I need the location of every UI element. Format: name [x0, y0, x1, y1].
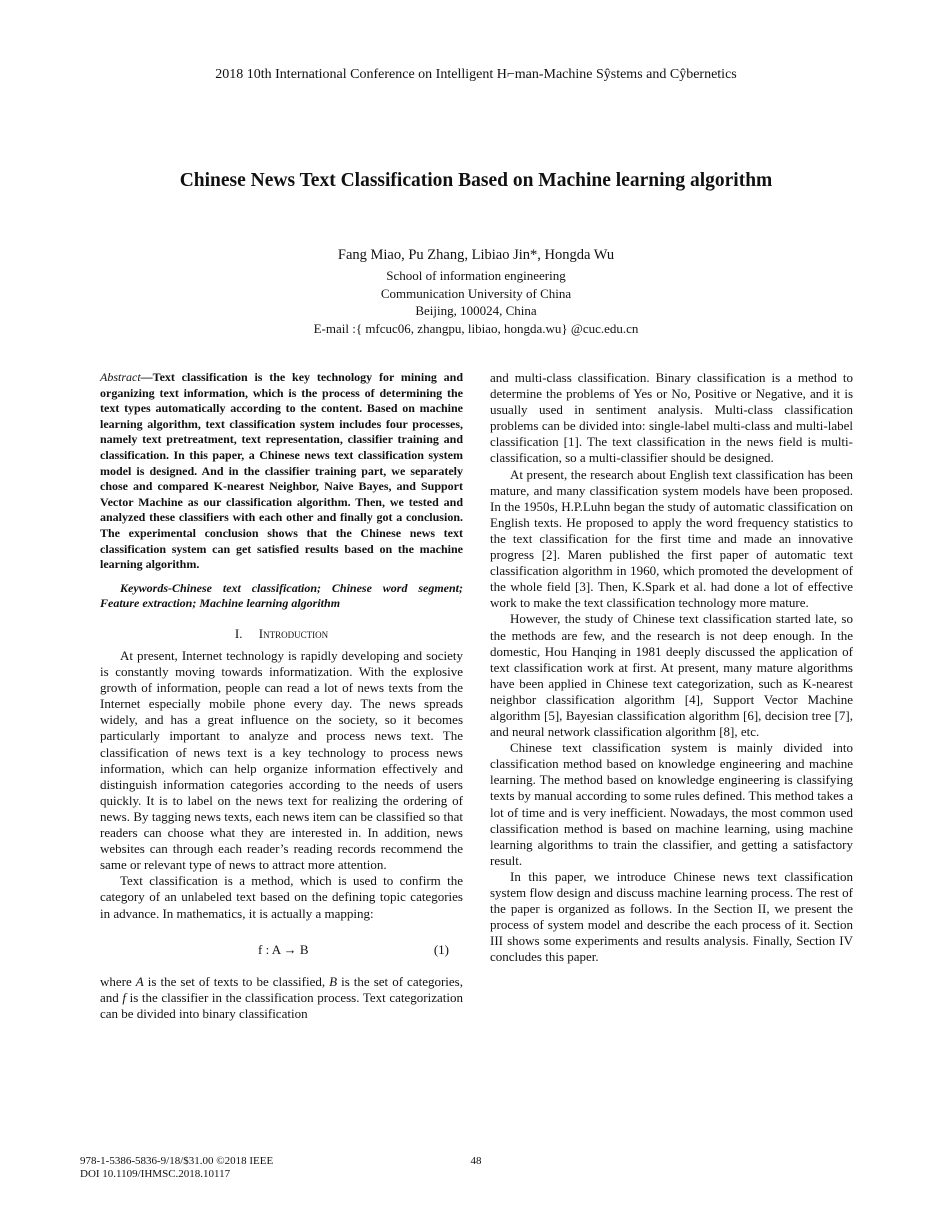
intro-paragraph-2: Text classification is a method, which is used to confirm the category of an unlabeled text based on the defining topic categories in advance. In mathematics, it is actually a mapping: — [100, 873, 463, 921]
footer-isbn: 978-1-5386-5836-9/18/$31.00 ©2018 IEEE — [80, 1155, 274, 1167]
paper-title: Chinese News Text Classification Based on Machine learning algorithm — [179, 170, 773, 191]
affiliation-address: Beijing, 100024, China — [415, 303, 537, 318]
right-paragraph-2: At present, the research about English text classification has been mature, and many classification system models have been proposed. In the 1950s, H.P.Luhn began the study of automatic classification on English texts. He proposed to apply the word frequency statistics to the text classification for the first time and made an innovative progress [2]. Maren published the first paper of automatic text classification algorithm in 1960, which promoted the development of the whole field [3]. Then, K.Spark et al. had done a lot of effective work to make the text classification technology more mature. — [490, 466, 853, 611]
abstract-lead: Abstract — [100, 370, 141, 384]
keywords: Keywords-Chinese text classification; Chinese word segment; Feature extraction; Machine learning algorithm — [100, 580, 463, 611]
section-title: Introduction — [258, 625, 329, 641]
left-column — [100, 370, 463, 1022]
abstract-text: —Text classification is the key technology for mining and organizing text information, which is the process of determining the text types automatically according to the content. Based on machine learning algorithm, text classification system includes four processes, namely text pretreatment, text representation, classifier training and classification. In this paper, a Chinese news text classification system model is designed. And in the classifier training part, we separately chose and compared K-nearest Neighbor, Naive Bayes, and Support Vector Machine as our classification algorithm. Then, we tested and analyzed these classifiers with each other and finally got a conclusion. The experimental conclusion shows that the Chinese news text classification system can get satisfied results based on the machine learning algorithm. — [100, 370, 463, 572]
affiliation-email: E-mail :{ mfcuc06, zhangpu, libiao, hongda.wu} @cuc.edu.cn — [313, 320, 639, 336]
conference-header: 2018 10th International Conference on Intelligent H⌐man-Machine Sŷstems and Cŷbernetics — [215, 67, 737, 82]
affiliation-school: School of information engineering — [386, 268, 566, 283]
affiliation-block — [0, 267, 952, 337]
symbol-f: f — [122, 989, 126, 1005]
intro-paragraph-3 — [100, 974, 463, 1022]
section-number: I. — [234, 625, 243, 641]
section-heading-introduction — [100, 626, 463, 642]
para3-text-c: is the set of categories, and — [100, 973, 463, 1005]
para3-text-b: is the set of texts to be classified, — [143, 973, 330, 989]
symbol-B: B — [329, 973, 338, 989]
right-paragraph-5: In this paper, we introduce Chinese news text classification system flow design and discuss machine learning process. The rest of the paper is organized as follows. In the Section II, we present the process of system model and describe the each process of it. Section III shows some experiments and results analysis. Finally, Section IV concludes this paper. — [490, 868, 853, 965]
intro-paragraph-1: At present, Internet technology is rapidly developing and society is constantly moving towards informatization. With the explosive growth of information, people can read a lot of news texts from the Internet especially mobile phone every day. The news spreads widely, and has a great influence on the society, so it becomes particularly important to analyze and process news text. The classification of news text is a key technology to process news information, which can help organize information effectively and distinguish information categories according to the needs of users quickly. It is to label on the news text for realizing the ordering of news. By tagging news texts, each news item can be classified so that readers can choose what they are interested in. In addition, news websites can through each reader’s reading records recommend the same or relevant type of news to attract more attention. — [100, 648, 463, 873]
equation-expression: f : A → B — [258, 941, 309, 957]
right-paragraph-4: Chinese text classification system is mainly divided into classification method based on knowledge engineering and machine learning. The method based on knowledge engineering is classifying texts by manual according to some rules defined. This method takes a lot of time and is very inefficient. Nowadays, the most common used classification method is based on machine learning, using machine learning algorithms to train the classifier, and getting a satisfactory result. — [490, 740, 853, 868]
para3-text-a: where — [100, 973, 136, 989]
equation-1 — [100, 932, 463, 968]
page-number: 48 — [470, 1155, 482, 1167]
footer-doi: DOI 10.1109/IHMSC.2018.10117 — [80, 1167, 231, 1180]
right-column — [490, 370, 853, 965]
abstract — [100, 370, 463, 573]
equation-number: (1) — [433, 941, 449, 957]
affiliation-university: Communication University of China — [380, 285, 572, 301]
symbol-A: A — [135, 973, 144, 989]
para3-text-d: is the classifier in the classification process. Text categorization can be divided into binary classification — [100, 989, 463, 1021]
author-list: Fang Miao, Pu Zhang, Libiao Jin*, Hongda Wu — [337, 247, 615, 263]
right-paragraph-3: However, the study of Chinese text classification started late, so the methods are few, and the research is not deep enough. In the domestic, Hou Hanqing in 1981 deeply discussed the application of text classification work at first. At present, many mature algorithms have been applied in Chinese text categorization, such as K-nearest neighbor classification algorithm [4], Support Vector Machine algorithm [5], Bayesian classification algorithm [6], decision tree [7], and neural network classification algorithm [8], etc. — [490, 611, 853, 740]
right-paragraph-1: and multi-class classification. Binary classification is a method to determine the problems of Yes or No, Positive or Negative, and it is usually used in sentiment analysis. Multi-class classification problems can be divided into: single-label multi-class and multi-label classification [1]. The text classification in the news field is multi-classification, so a multi-classifier should be designed. — [490, 370, 853, 466]
